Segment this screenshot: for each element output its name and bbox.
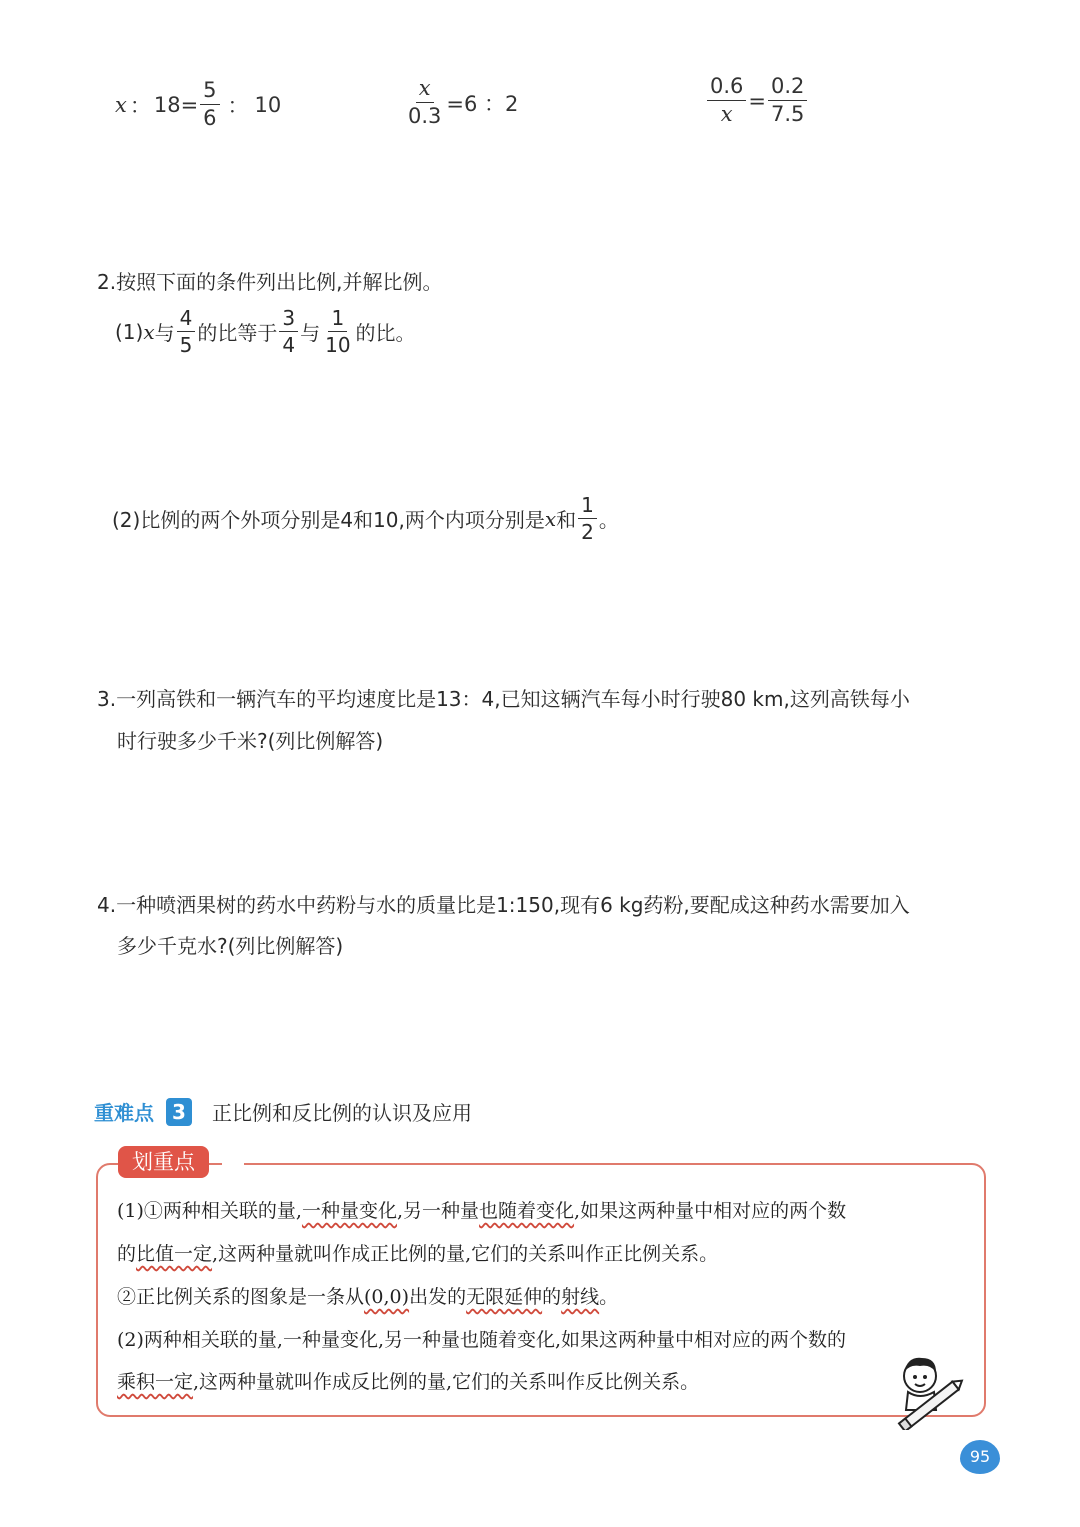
fraction-denominator: 6 xyxy=(203,106,217,130)
emphasis-text: 射线 xyxy=(561,1286,600,1308)
fraction xyxy=(578,495,597,542)
page-number-badge: 95 xyxy=(960,1440,1000,1474)
fraction-denominator: 5 xyxy=(179,333,193,357)
variable: x xyxy=(143,319,155,344)
tag-gap xyxy=(222,1158,244,1168)
keypoint-line-5 xyxy=(117,1367,699,1394)
section-number-badge: 3 xyxy=(166,1098,192,1126)
text: ,另一种量 xyxy=(396,1200,480,1222)
fraction-numerator: 1 xyxy=(328,308,347,332)
equals-sign: = xyxy=(748,88,767,113)
part-prefix: (1) xyxy=(115,319,144,344)
fraction xyxy=(279,308,298,355)
text: ,如果这两种量中相对应的两个数 xyxy=(574,1200,847,1222)
question-4-line-2: 多少千克水?(列比例解答) xyxy=(117,934,344,958)
fraction-numerator: 0.6 xyxy=(707,76,746,101)
fraction xyxy=(322,308,353,355)
fraction-denominator: 4 xyxy=(282,333,296,357)
section-title: 正比例和反比例的认识及应用 xyxy=(212,1101,472,1125)
emphasis-text: 一种量变化 xyxy=(301,1200,397,1222)
fraction-numerator: x xyxy=(416,78,434,103)
text: 与 xyxy=(300,321,321,345)
mascot-boy-icon xyxy=(890,1352,970,1430)
keypoint-line-3 xyxy=(117,1282,618,1309)
text: 。 xyxy=(598,508,619,532)
section-label: 重难点 xyxy=(94,1101,154,1125)
text: (2)比例的两个外项分别是4和10,两个内项分别是 xyxy=(112,508,545,532)
equation-2 xyxy=(403,78,518,127)
emphasis-text: 也随着变化 xyxy=(479,1200,575,1222)
fraction-denominator: 7.5 xyxy=(771,102,805,126)
fraction-denominator: x xyxy=(720,102,733,126)
fraction xyxy=(768,76,807,125)
fraction-denominator: 2 xyxy=(581,520,594,544)
equation-1 xyxy=(115,80,281,129)
fraction-numerator: 1 xyxy=(578,495,597,519)
emphasis-text: (0,0) xyxy=(364,1286,410,1308)
fraction-denominator: 0.3 xyxy=(408,104,442,128)
equation-term: 18= xyxy=(153,92,199,117)
emphasis-text: 比值一定 xyxy=(136,1243,213,1265)
text: 出发的 xyxy=(409,1286,467,1308)
variable: x xyxy=(544,506,557,531)
question-4-line-1: 4.一种喷洒果树的药水中药粉与水的质量比是1:150,现有6 kg药粉,要配成这种药水需要加入 xyxy=(97,893,910,917)
emphasis-text: 乘积一定 xyxy=(117,1371,194,1393)
equation-term: =6 ：2 xyxy=(446,91,519,116)
fraction-numerator: 5 xyxy=(200,80,219,105)
fraction xyxy=(405,78,444,127)
text: 和 xyxy=(556,508,577,532)
text: 。 xyxy=(599,1286,619,1308)
question-2-part-1 xyxy=(115,308,416,355)
question-3-line-1: 3.一列高铁和一辆汽车的平均速度比是13：4,已知这辆汽车每小时行驶80 km,这列高铁每小 xyxy=(97,687,910,711)
text: 与 xyxy=(154,321,175,345)
text: (1)①两种相关联的量, xyxy=(117,1200,302,1222)
fraction-numerator: 0.2 xyxy=(768,76,807,101)
question-3-line-2: 时行驶多少千米?(列比例解答) xyxy=(117,729,384,753)
text: 的 xyxy=(542,1286,562,1308)
text: 的比。 xyxy=(355,321,416,345)
fraction xyxy=(707,76,746,125)
text: 的比等于 xyxy=(197,321,278,345)
keypoint-line-2 xyxy=(117,1239,718,1266)
equation-3 xyxy=(705,76,809,125)
text: ,这两种量就叫作成反比例的量,它们的关系叫作反比例关系。 xyxy=(193,1371,700,1393)
fraction xyxy=(177,308,196,355)
equation-term: 10 xyxy=(254,92,282,117)
fraction-numerator: 4 xyxy=(177,308,196,332)
text: ②正比例关系的图象是一条从 xyxy=(117,1286,365,1308)
question-2-part-2 xyxy=(112,495,619,542)
fraction-denominator: 10 xyxy=(325,333,351,357)
fraction-numerator: 3 xyxy=(279,308,298,332)
fraction xyxy=(200,80,219,129)
text: ,这两种量就叫作成正比例的量,它们的关系叫作正比例关系。 xyxy=(212,1243,719,1265)
question-2-title: 2.按照下面的条件列出比例,并解比例。 xyxy=(97,270,443,294)
text: 的 xyxy=(117,1243,137,1265)
keypoint-line-4: (2)两种相关联的量,一种量变化,另一种量也随着变化,如果这两种量中相对应的两个数的 xyxy=(117,1329,847,1351)
keypoints-tag: 划重点 xyxy=(118,1146,209,1178)
keypoint-line-1 xyxy=(117,1196,846,1223)
equation-variable: x xyxy=(115,92,127,117)
equation-colon: ： xyxy=(129,93,151,118)
equation-colon: ： xyxy=(227,93,249,118)
section-heading xyxy=(94,1097,472,1126)
emphasis-text: 无限延伸 xyxy=(466,1286,543,1308)
